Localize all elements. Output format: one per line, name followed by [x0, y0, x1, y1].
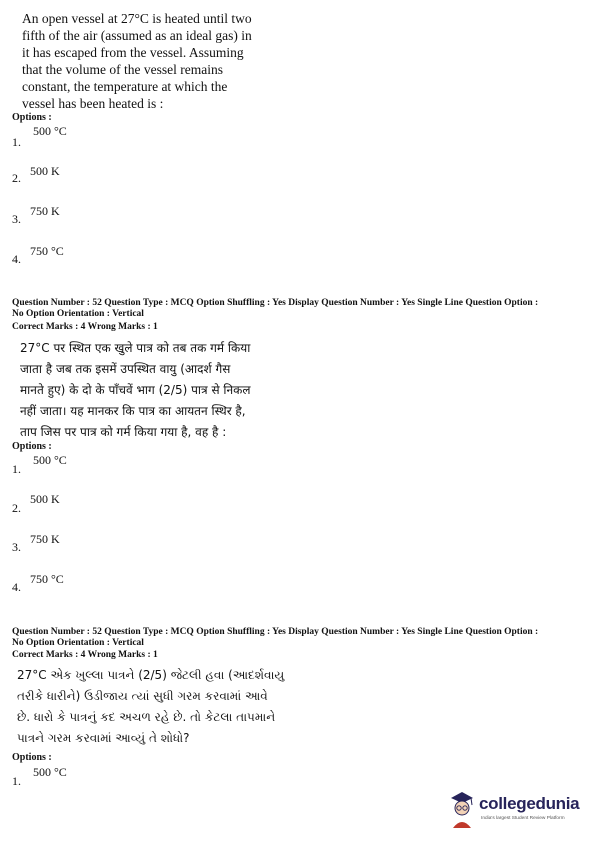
option-value: 750 K — [30, 204, 60, 218]
option-value: 500 K — [30, 164, 60, 178]
option-value: 750 °C — [30, 572, 64, 586]
question-line: it has escaped from the vessel. Assuming — [22, 45, 244, 60]
option-number: 1. — [12, 135, 21, 149]
option-value: 500 °C — [33, 453, 67, 467]
option-number: 4. — [12, 580, 21, 594]
option-number: 1. — [12, 774, 21, 788]
logo-tagline: India's largest Student Review Platform — [481, 816, 565, 821]
question-line: An open vessel at 27°C is heated until two — [22, 11, 252, 26]
question-line: that the volume of the vessel remains — [22, 62, 223, 77]
option-value: 500 °C — [33, 765, 67, 779]
question-line: मानते हुए) के दो के पाँचवें भाग (2/5) पात्र से निकल — [20, 383, 251, 397]
options-label: Options : — [12, 441, 52, 452]
question-line: constant, the temperature at which the — [22, 79, 228, 94]
option-number: 1. — [12, 462, 21, 476]
option-number: 4. — [12, 252, 21, 266]
options-label: Options : — [12, 752, 52, 763]
question-line: ताप जिस पर पात्र को गर्म किया गया है, वह है : — [20, 425, 227, 439]
student-mascot-icon — [447, 788, 477, 828]
option-value: 750 °C — [30, 244, 64, 258]
marks-info: Correct Marks : 4 Wrong Marks : 1 — [12, 650, 158, 660]
option-number: 3. — [12, 212, 21, 226]
question-line: vessel has been heated is : — [22, 96, 164, 111]
question-line: પાત્રને ગરમ કરવામાં આવ્યું તે શોધો? — [17, 731, 190, 745]
question-meta: Question Number : 52 Question Type : MCQ Option Shuffling : Yes Display Question Number : Yes Single Line Question Option : No Option Orientation : Vertical — [12, 298, 539, 319]
question-text-english — [22, 10, 272, 112]
question-line: जाता है जब तक इसमें उपस्थित वायु (आदर्श गैस — [20, 362, 231, 376]
question-line: છે. ધારો કે પાત્રનું કદ અચળ રહે છે. તો કેટલા તાપમાને — [17, 710, 276, 724]
question-line: તરીકે ધારીને) ઉડીજાય ત્યાં સુધી ગરમ કરવામાં આવે — [17, 689, 268, 703]
question-line: 27°C એક ખુલ્લા પાત્રને (2/5) જેટલી હવા (આદર્શવાયુ — [17, 668, 285, 682]
question-text-gujarati — [17, 665, 287, 749]
option-number: 3. — [12, 540, 21, 554]
option-value: 750 K — [30, 532, 60, 546]
option-value: 500 K — [30, 492, 60, 506]
question-line: fifth of the air (assumed as an ideal gas) in — [22, 28, 252, 43]
options-label: Options : — [12, 112, 52, 123]
collegedunia-logo — [447, 788, 587, 832]
question-line: नहीं जाता। यह मानकर कि पात्र का आयतन स्थिर है, — [20, 404, 246, 418]
question-meta: Question Number : 52 Question Type : MCQ Option Shuffling : Yes Display Question Number : Yes Single Line Question Option : No Option Orientation : Vertical — [12, 627, 539, 648]
option-value: 500 °C — [33, 124, 67, 138]
option-number: 2. — [12, 171, 21, 185]
logo-name: collegedunia — [479, 794, 580, 813]
marks-info: Correct Marks : 4 Wrong Marks : 1 — [12, 322, 158, 332]
question-text-hindi — [20, 338, 275, 443]
option-number: 2. — [12, 501, 21, 515]
question-line: 27°C पर स्थित एक खुले पात्र को तब तक गर्म किया — [20, 341, 251, 355]
